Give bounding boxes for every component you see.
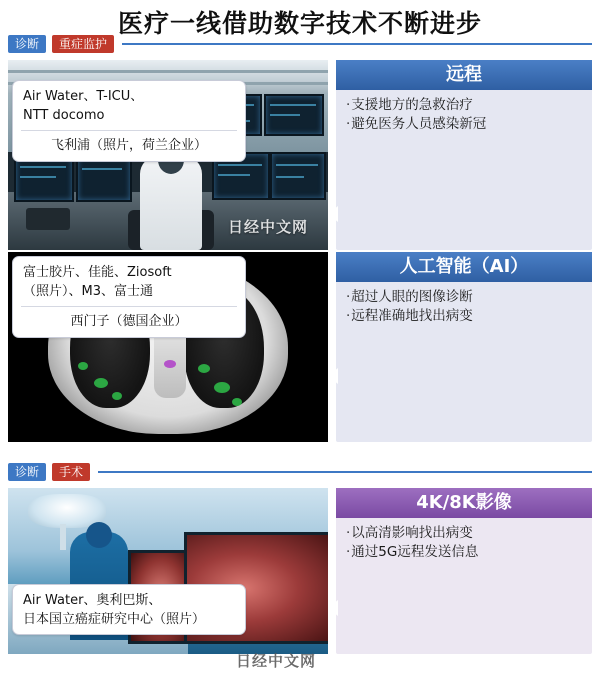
callout-pointer-4k8k bbox=[328, 600, 338, 616]
desk-phone bbox=[26, 208, 70, 230]
card-ai-line2: （照片）、M3、富士通 bbox=[23, 284, 153, 299]
bullet-text: 通过5G远程发送信息 bbox=[351, 544, 479, 560]
watermark-photo: 日经中文网 bbox=[228, 218, 309, 236]
card-ai-line3: 西门子（德国企业） bbox=[70, 314, 188, 329]
bullet-item bbox=[346, 524, 582, 543]
tag-diagnosis-1: 诊断 bbox=[8, 35, 46, 53]
monitor-6 bbox=[76, 156, 132, 202]
card-4k8k-line2: 日本国立癌症研究中心（照片） bbox=[23, 612, 206, 627]
card-remote-row1 bbox=[13, 81, 245, 130]
callout-pointer-remote bbox=[328, 206, 338, 222]
card-ai-companies bbox=[12, 256, 246, 338]
bullet-marker: · bbox=[346, 289, 351, 305]
bullet-text: 支援地方的急救治疗 bbox=[351, 97, 473, 113]
tag-diagnosis-2: 诊断 bbox=[8, 463, 46, 481]
block-4k8k-header: 4K/8K影像 bbox=[336, 488, 592, 518]
ceiling-line-1 bbox=[8, 70, 328, 73]
block-4k8k-bullets bbox=[346, 524, 582, 562]
card-4k8k-companies bbox=[12, 584, 246, 635]
ct-marker-3 bbox=[112, 392, 122, 400]
block-remote bbox=[336, 60, 592, 250]
bullet-item bbox=[346, 543, 582, 562]
block-ai-header: 人工智能（AI） bbox=[336, 252, 592, 282]
card-4k8k-row1 bbox=[13, 585, 245, 634]
bullet-item bbox=[346, 288, 582, 307]
section-2-rule bbox=[98, 471, 592, 473]
monitor-5 bbox=[14, 156, 74, 202]
block-remote-header: 远程 bbox=[336, 60, 592, 90]
ct-marker-5 bbox=[214, 382, 230, 393]
block-remote-bullets bbox=[346, 96, 582, 134]
tag-icu: 重症监护 bbox=[52, 35, 114, 53]
tag-surgery: 手术 bbox=[52, 463, 90, 481]
block-4k8k bbox=[336, 488, 592, 654]
card-remote-line2: NTT docomo bbox=[23, 108, 105, 123]
section-1-rule bbox=[122, 43, 592, 45]
bullet-text: 超过人眼的图像诊断 bbox=[351, 289, 473, 305]
ct-marker-4 bbox=[198, 364, 210, 373]
bullet-item bbox=[346, 307, 582, 326]
bullet-marker: · bbox=[346, 308, 351, 324]
bullet-marker: · bbox=[346, 544, 351, 560]
card-remote-line1: Air Water、T-ICU、 bbox=[23, 89, 144, 104]
ct-marker-6 bbox=[232, 398, 242, 406]
bullet-item bbox=[346, 115, 582, 134]
bullet-marker: · bbox=[346, 116, 351, 132]
monitor-4 bbox=[264, 94, 324, 136]
page-title: 医疗一线借助数字技术不断进步 bbox=[117, 9, 482, 38]
lamp-arm bbox=[60, 524, 66, 550]
ct-marker-7 bbox=[164, 360, 176, 368]
block-ai bbox=[336, 252, 592, 442]
card-4k8k-line1: Air Water、奥利巴斯、 bbox=[23, 593, 162, 608]
bullet-marker: · bbox=[346, 525, 351, 541]
bullet-text: 避免医务人员感染新冠 bbox=[351, 116, 487, 132]
watermark-footer: 日经中文网 bbox=[236, 652, 317, 670]
ct-marker-2 bbox=[94, 378, 108, 388]
callout-pointer-ai bbox=[328, 368, 338, 384]
monitor-8 bbox=[270, 152, 326, 200]
section-1-tagrow bbox=[8, 34, 592, 54]
block-ai-bullets bbox=[346, 288, 582, 326]
bullet-text: 远程准确地找出病变 bbox=[351, 308, 473, 324]
bullet-item bbox=[346, 96, 582, 115]
bullet-text: 以高清影响找出病变 bbox=[351, 525, 473, 541]
card-remote-line3: 飞利浦（照片，荷兰企业） bbox=[50, 138, 207, 153]
bullet-marker: · bbox=[346, 97, 351, 113]
card-ai-line1: 富士胶片、佳能、Ziosoft bbox=[23, 265, 172, 280]
ct-marker-1 bbox=[78, 362, 88, 370]
card-remote-companies bbox=[12, 80, 246, 162]
card-ai-row1 bbox=[13, 257, 245, 306]
surgeon-head bbox=[86, 522, 112, 548]
section-2-tagrow bbox=[8, 462, 592, 482]
